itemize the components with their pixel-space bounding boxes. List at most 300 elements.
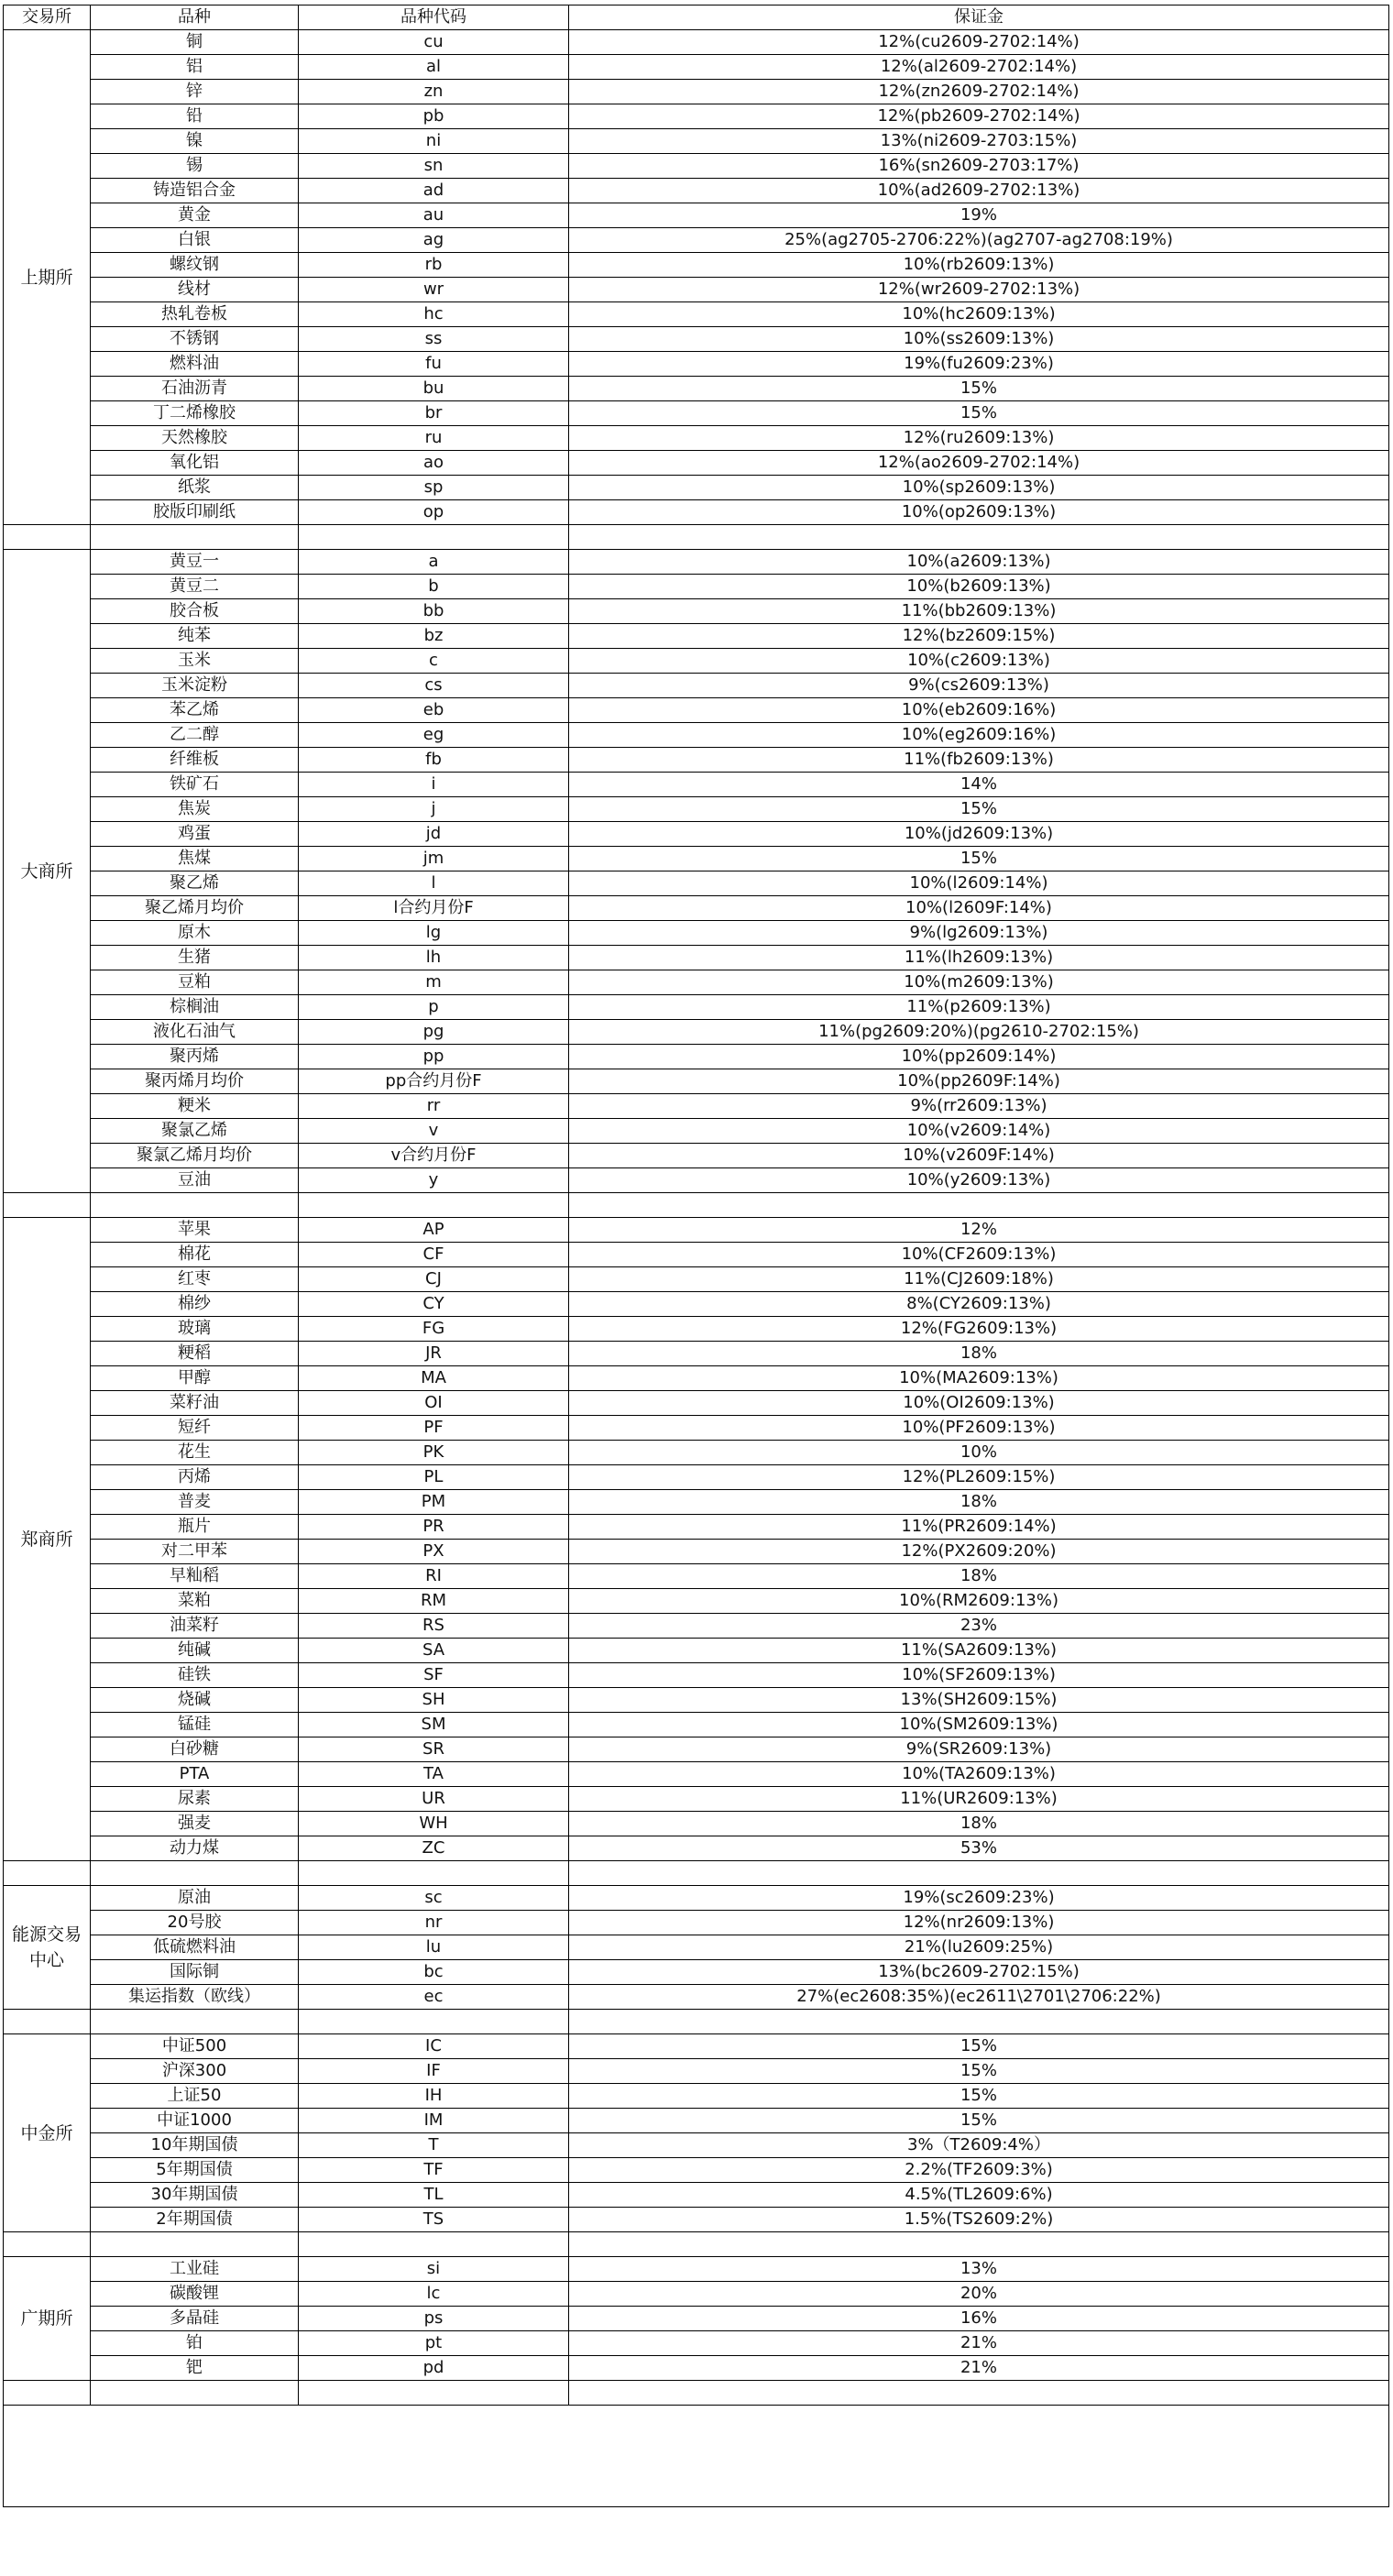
code-cell: RS	[299, 1614, 569, 1639]
variety-cell: 铅	[91, 104, 299, 129]
variety-cell: 丁二烯橡胶	[91, 401, 299, 426]
margin-cell: 2.2%(TF2609:3%)	[569, 2158, 1389, 2183]
code-cell: au	[299, 203, 569, 228]
table-row	[4, 203, 1389, 228]
variety-cell: 铂	[91, 2331, 299, 2356]
variety-cell: 石油沥青	[91, 377, 299, 401]
code-cell: sp	[299, 476, 569, 500]
empty-cell	[4, 2010, 91, 2034]
margin-cell: 11%(UR2609:13%)	[569, 1787, 1389, 1812]
code-cell: SR	[299, 1737, 569, 1762]
table-row	[4, 55, 1389, 80]
table-row	[4, 1441, 1389, 1465]
variety-cell: 20号胶	[91, 1911, 299, 1935]
table-row	[4, 154, 1389, 179]
variety-cell: 油菜籽	[91, 1614, 299, 1639]
margin-cell: 21%(lu2609:25%)	[569, 1935, 1389, 1960]
code-cell: IM	[299, 2109, 569, 2133]
empty-cell	[299, 2232, 569, 2257]
variety-cell: 集运指数（欧线）	[91, 1985, 299, 2010]
variety-cell: 低硫燃料油	[91, 1935, 299, 1960]
code-cell: cs	[299, 674, 569, 698]
column-header: 品种	[91, 5, 299, 30]
code-cell: c	[299, 649, 569, 674]
variety-cell: 强麦	[91, 1812, 299, 1836]
column-header: 保证金	[569, 5, 1389, 30]
code-cell: m	[299, 970, 569, 995]
table-row	[4, 1762, 1389, 1787]
table-row	[4, 2282, 1389, 2307]
table-row	[4, 1663, 1389, 1688]
margin-cell: 53%	[569, 1836, 1389, 1861]
variety-cell: 液化石油气	[91, 1020, 299, 1045]
empty-cell	[4, 2381, 91, 2406]
margin-cell: 25%(ag2705-2706:22%)(ag2707-ag2708:19%)	[569, 228, 1389, 253]
variety-cell: 胶版印刷纸	[91, 500, 299, 525]
margin-cell: 10%(pp2609:14%)	[569, 1045, 1389, 1069]
margin-cell: 10%(hc2609:13%)	[569, 302, 1389, 327]
variety-cell: 纯苯	[91, 624, 299, 649]
table-row	[4, 2307, 1389, 2331]
code-cell: ad	[299, 179, 569, 203]
variety-cell: 工业硅	[91, 2257, 299, 2282]
variety-cell: 胶合板	[91, 599, 299, 624]
code-cell: rb	[299, 253, 569, 278]
margin-cell: 15%	[569, 2034, 1389, 2059]
variety-cell: 螺纹钢	[91, 253, 299, 278]
table-row	[4, 1317, 1389, 1342]
margin-cell: 12%(ao2609-2702:14%)	[569, 451, 1389, 476]
table-row	[4, 352, 1389, 377]
variety-cell: 白银	[91, 228, 299, 253]
variety-cell: 聚乙烯月均价	[91, 896, 299, 921]
code-cell: pd	[299, 2356, 569, 2381]
margin-cell: 12%(zn2609-2702:14%)	[569, 80, 1389, 104]
margin-cell: 16%	[569, 2307, 1389, 2331]
table-row	[4, 500, 1389, 525]
code-cell: si	[299, 2257, 569, 2282]
variety-cell: 不锈钢	[91, 327, 299, 352]
variety-cell: 黄豆二	[91, 575, 299, 599]
header-row	[4, 5, 1389, 30]
code-cell: eg	[299, 723, 569, 748]
code-cell: RM	[299, 1589, 569, 1614]
empty-cell	[4, 2232, 91, 2257]
variety-cell: 焦炭	[91, 797, 299, 822]
variety-cell: 对二甲苯	[91, 1540, 299, 1564]
table-row	[4, 1589, 1389, 1614]
variety-cell: 中证1000	[91, 2109, 299, 2133]
margin-cell: 12%(ru2609:13%)	[569, 426, 1389, 451]
variety-cell: 聚氯乙烯	[91, 1119, 299, 1144]
code-cell: T	[299, 2133, 569, 2158]
margin-cell: 11%(SA2609:13%)	[569, 1639, 1389, 1663]
code-cell: br	[299, 401, 569, 426]
code-cell: SF	[299, 1663, 569, 1688]
exchange-cell: 上期所	[4, 30, 91, 525]
margin-cell: 12%(pb2609-2702:14%)	[569, 104, 1389, 129]
empty-cell	[569, 1861, 1389, 1886]
margin-cell: 11%(p2609:13%)	[569, 995, 1389, 1020]
variety-cell: 白砂糖	[91, 1737, 299, 1762]
empty-cell	[4, 1861, 91, 1886]
variety-cell: 豆油	[91, 1168, 299, 1193]
margin-cell: 19%(sc2609:23%)	[569, 1886, 1389, 1911]
code-cell: sc	[299, 1886, 569, 1911]
code-cell: TS	[299, 2208, 569, 2232]
table-row	[4, 1515, 1389, 1540]
variety-cell: 棕榈油	[91, 995, 299, 1020]
code-cell: hc	[299, 302, 569, 327]
table-row	[4, 2034, 1389, 2059]
margin-cell: 3%（T2609:4%）	[569, 2133, 1389, 2158]
margin-cell: 10%(v2609:14%)	[569, 1119, 1389, 1144]
variety-cell: 锌	[91, 80, 299, 104]
margin-cell: 10%(rb2609:13%)	[569, 253, 1389, 278]
code-cell: AP	[299, 1218, 569, 1243]
code-cell: WH	[299, 1812, 569, 1836]
margin-cell: 10%(OI2609:13%)	[569, 1391, 1389, 1416]
table-row	[4, 228, 1389, 253]
code-cell: SH	[299, 1688, 569, 1713]
margin-cell: 10%(ss2609:13%)	[569, 327, 1389, 352]
table-row	[4, 2257, 1389, 2282]
code-cell: OI	[299, 1391, 569, 1416]
empty-cell	[299, 1193, 569, 1218]
code-cell: ec	[299, 1985, 569, 2010]
variety-cell: 聚丙烯月均价	[91, 1069, 299, 1094]
empty-cell	[569, 2381, 1389, 2406]
margin-cell: 14%	[569, 773, 1389, 797]
table-row	[4, 179, 1389, 203]
margin-cell: 10%(PF2609:13%)	[569, 1416, 1389, 1441]
variety-cell: 铜	[91, 30, 299, 55]
margin-cell: 20%	[569, 2282, 1389, 2307]
margin-cell: 18%	[569, 1812, 1389, 1836]
code-cell: bb	[299, 599, 569, 624]
code-cell: jm	[299, 847, 569, 871]
margin-cell: 23%	[569, 1614, 1389, 1639]
code-cell: ag	[299, 228, 569, 253]
table-row	[4, 1045, 1389, 1069]
code-cell: pp合约月份F	[299, 1069, 569, 1094]
table-row	[4, 1911, 1389, 1935]
code-cell: pp	[299, 1045, 569, 1069]
code-cell: lh	[299, 946, 569, 970]
margin-cell: 11%(pg2609:20%)(pg2610-2702:15%)	[569, 1020, 1389, 1045]
code-cell: ZC	[299, 1836, 569, 1861]
code-cell: rr	[299, 1094, 569, 1119]
variety-cell: 花生	[91, 1441, 299, 1465]
variety-cell: 焦煤	[91, 847, 299, 871]
trailing-empty-row	[4, 2406, 1389, 2507]
table-row	[4, 1540, 1389, 1564]
code-cell: CF	[299, 1243, 569, 1267]
variety-cell: 铝	[91, 55, 299, 80]
table-row	[4, 1886, 1389, 1911]
margin-cell: 13%(ni2609-2703:15%)	[569, 129, 1389, 154]
empty-cell	[4, 2406, 1389, 2507]
table-row	[4, 80, 1389, 104]
code-cell: j	[299, 797, 569, 822]
margin-cell: 13%(bc2609-2702:15%)	[569, 1960, 1389, 1985]
code-cell: y	[299, 1168, 569, 1193]
variety-cell: 玉米	[91, 649, 299, 674]
spacer-row	[4, 2381, 1389, 2406]
variety-cell: 碳酸锂	[91, 2282, 299, 2307]
code-cell: PX	[299, 1540, 569, 1564]
margin-cell: 21%	[569, 2331, 1389, 2356]
margin-cell: 10%(m2609:13%)	[569, 970, 1389, 995]
margin-cell: 10%(eb2609:16%)	[569, 698, 1389, 723]
margin-cell: 10%(a2609:13%)	[569, 550, 1389, 575]
code-cell: UR	[299, 1787, 569, 1812]
code-cell: PF	[299, 1416, 569, 1441]
table-row	[4, 1836, 1389, 1861]
variety-cell: 黄金	[91, 203, 299, 228]
table-row	[4, 995, 1389, 1020]
table-row	[4, 550, 1389, 575]
code-cell: fu	[299, 352, 569, 377]
table-row	[4, 2084, 1389, 2109]
column-header: 交易所	[4, 5, 91, 30]
variety-cell: 乙二醇	[91, 723, 299, 748]
empty-cell	[569, 2010, 1389, 2034]
code-cell: bc	[299, 1960, 569, 1985]
code-cell: jd	[299, 822, 569, 847]
variety-cell: 尿素	[91, 1787, 299, 1812]
empty-cell	[299, 2381, 569, 2406]
variety-cell: 丙烯	[91, 1465, 299, 1490]
margin-cell: 10%(RM2609:13%)	[569, 1589, 1389, 1614]
code-cell: pg	[299, 1020, 569, 1045]
variety-cell: 鸡蛋	[91, 822, 299, 847]
code-cell: l合约月份F	[299, 896, 569, 921]
empty-cell	[91, 1193, 299, 1218]
variety-cell: 纤维板	[91, 748, 299, 773]
margin-cell: 18%	[569, 1490, 1389, 1515]
code-cell: PM	[299, 1490, 569, 1515]
code-cell: cu	[299, 30, 569, 55]
empty-cell	[569, 2232, 1389, 2257]
code-cell: ni	[299, 129, 569, 154]
margin-cell: 21%	[569, 2356, 1389, 2381]
empty-cell	[569, 1193, 1389, 1218]
variety-cell: 苹果	[91, 1218, 299, 1243]
variety-cell: 黄豆一	[91, 550, 299, 575]
table-row	[4, 2183, 1389, 2208]
variety-cell: 钯	[91, 2356, 299, 2381]
table-row	[4, 451, 1389, 476]
empty-cell	[4, 525, 91, 550]
table-row	[4, 1119, 1389, 1144]
code-cell: v	[299, 1119, 569, 1144]
table-row	[4, 30, 1389, 55]
variety-cell: 上证50	[91, 2084, 299, 2109]
variety-cell: 粳米	[91, 1094, 299, 1119]
code-cell: zn	[299, 80, 569, 104]
variety-cell: 早籼稻	[91, 1564, 299, 1589]
code-cell: RI	[299, 1564, 569, 1589]
spacer-row	[4, 2232, 1389, 2257]
margin-cell: 15%	[569, 401, 1389, 426]
variety-cell: 甲醇	[91, 1366, 299, 1391]
code-cell: TF	[299, 2158, 569, 2183]
margin-cell: 12%(al2609-2702:14%)	[569, 55, 1389, 80]
code-cell: PL	[299, 1465, 569, 1490]
code-cell: JR	[299, 1342, 569, 1366]
code-cell: PR	[299, 1515, 569, 1540]
empty-cell	[299, 525, 569, 550]
table-row	[4, 1465, 1389, 1490]
margin-cell: 18%	[569, 1564, 1389, 1589]
table-row	[4, 1069, 1389, 1094]
margin-cell: 10%(jd2609:13%)	[569, 822, 1389, 847]
table-row	[4, 2109, 1389, 2133]
code-cell: IH	[299, 2084, 569, 2109]
empty-cell	[4, 1193, 91, 1218]
code-cell: bu	[299, 377, 569, 401]
margin-cell: 4.5%(TL2609:6%)	[569, 2183, 1389, 2208]
variety-cell: 天然橡胶	[91, 426, 299, 451]
variety-cell: 棉花	[91, 1243, 299, 1267]
code-cell: SM	[299, 1713, 569, 1737]
variety-cell: 硅铁	[91, 1663, 299, 1688]
variety-cell: 烧碱	[91, 1688, 299, 1713]
margin-cell: 10%(l2609F:14%)	[569, 896, 1389, 921]
table-row	[4, 1960, 1389, 1985]
variety-cell: 2年期国债	[91, 2208, 299, 2232]
margin-cell: 10%(TA2609:13%)	[569, 1762, 1389, 1787]
empty-cell	[91, 525, 299, 550]
table-row	[4, 1737, 1389, 1762]
code-cell: wr	[299, 278, 569, 302]
variety-cell: 生猪	[91, 946, 299, 970]
margin-cell: 10%(eg2609:16%)	[569, 723, 1389, 748]
margin-cell: 13%(SH2609:15%)	[569, 1688, 1389, 1713]
table-row	[4, 302, 1389, 327]
margin-cell: 27%(ec2608:35%)(ec2611\2701\2706:22%)	[569, 1985, 1389, 2010]
empty-cell	[299, 1861, 569, 1886]
margin-cell: 1.5%(TS2609:2%)	[569, 2208, 1389, 2232]
empty-cell	[91, 2232, 299, 2257]
exchange-cell: 大商所	[4, 550, 91, 1193]
table-row	[4, 253, 1389, 278]
margin-cell: 15%	[569, 377, 1389, 401]
table-row	[4, 847, 1389, 871]
variety-cell: 锡	[91, 154, 299, 179]
table-row	[4, 104, 1389, 129]
margin-cell: 10%(op2609:13%)	[569, 500, 1389, 525]
table-row	[4, 1787, 1389, 1812]
margin-cell: 10%(y2609:13%)	[569, 1168, 1389, 1193]
code-cell: al	[299, 55, 569, 80]
empty-cell	[91, 1861, 299, 1886]
variety-cell: 棉纱	[91, 1292, 299, 1317]
margin-cell: 15%	[569, 2059, 1389, 2084]
variety-cell: 多晶硅	[91, 2307, 299, 2331]
table-row	[4, 476, 1389, 500]
code-cell: v合约月份F	[299, 1144, 569, 1168]
code-cell: ao	[299, 451, 569, 476]
table-row	[4, 2208, 1389, 2232]
code-cell: SA	[299, 1639, 569, 1663]
margin-cell: 15%	[569, 2084, 1389, 2109]
variety-cell: 原木	[91, 921, 299, 946]
variety-cell: 菜籽油	[91, 1391, 299, 1416]
margin-cell: 9%(lg2609:13%)	[569, 921, 1389, 946]
margin-cell: 11%(bb2609:13%)	[569, 599, 1389, 624]
code-cell: IF	[299, 2059, 569, 2084]
table-row	[4, 599, 1389, 624]
exchange-cell: 广期所	[4, 2257, 91, 2381]
exchange-cell: 能源交易中心	[4, 1886, 91, 2010]
variety-cell: 苯乙烯	[91, 698, 299, 723]
table-row	[4, 2356, 1389, 2381]
margin-cell: 12%(bz2609:15%)	[569, 624, 1389, 649]
margin-cell: 9%(cs2609:13%)	[569, 674, 1389, 698]
margin-cell: 10%(SF2609:13%)	[569, 1663, 1389, 1688]
table-row	[4, 822, 1389, 847]
table-row	[4, 426, 1389, 451]
variety-cell: 动力煤	[91, 1836, 299, 1861]
variety-cell: 5年期国债	[91, 2158, 299, 2183]
code-cell: IC	[299, 2034, 569, 2059]
table-row	[4, 1564, 1389, 1589]
table-row	[4, 1292, 1389, 1317]
margin-cell: 15%	[569, 847, 1389, 871]
margin-cell: 19%(fu2609:23%)	[569, 352, 1389, 377]
margin-cell: 10%(v2609F:14%)	[569, 1144, 1389, 1168]
table-row	[4, 1713, 1389, 1737]
table-row	[4, 1935, 1389, 1960]
code-cell: TL	[299, 2183, 569, 2208]
code-cell: lu	[299, 1935, 569, 1960]
table-row	[4, 2133, 1389, 2158]
table-row	[4, 773, 1389, 797]
margin-cell: 11%(fb2609:13%)	[569, 748, 1389, 773]
variety-cell: 沪深300	[91, 2059, 299, 2084]
code-cell: CY	[299, 1292, 569, 1317]
variety-cell: 红枣	[91, 1267, 299, 1292]
variety-cell: 普麦	[91, 1490, 299, 1515]
code-cell: lc	[299, 2282, 569, 2307]
variety-cell: 铁矿石	[91, 773, 299, 797]
variety-cell: 铸造铝合金	[91, 179, 299, 203]
margin-cell: 16%(sn2609-2703:17%)	[569, 154, 1389, 179]
margin-cell: 10%(SM2609:13%)	[569, 1713, 1389, 1737]
code-cell: FG	[299, 1317, 569, 1342]
code-cell: lg	[299, 921, 569, 946]
margin-cell: 11%(CJ2609:18%)	[569, 1267, 1389, 1292]
table-row	[4, 1490, 1389, 1515]
table-row	[4, 1342, 1389, 1366]
spacer-row	[4, 1193, 1389, 1218]
margin-cell: 9%(SR2609:13%)	[569, 1737, 1389, 1762]
table-row	[4, 1688, 1389, 1713]
table-row	[4, 1639, 1389, 1663]
variety-cell: 菜粕	[91, 1589, 299, 1614]
margin-cell: 10%(l2609:14%)	[569, 871, 1389, 896]
empty-cell	[91, 2381, 299, 2406]
code-cell: CJ	[299, 1267, 569, 1292]
variety-cell: 锰硅	[91, 1713, 299, 1737]
table-row	[4, 1144, 1389, 1168]
margin-cell: 12%(nr2609:13%)	[569, 1911, 1389, 1935]
table-row	[4, 2331, 1389, 2356]
variety-cell: 10年期国债	[91, 2133, 299, 2158]
variety-cell: 粳稻	[91, 1342, 299, 1366]
